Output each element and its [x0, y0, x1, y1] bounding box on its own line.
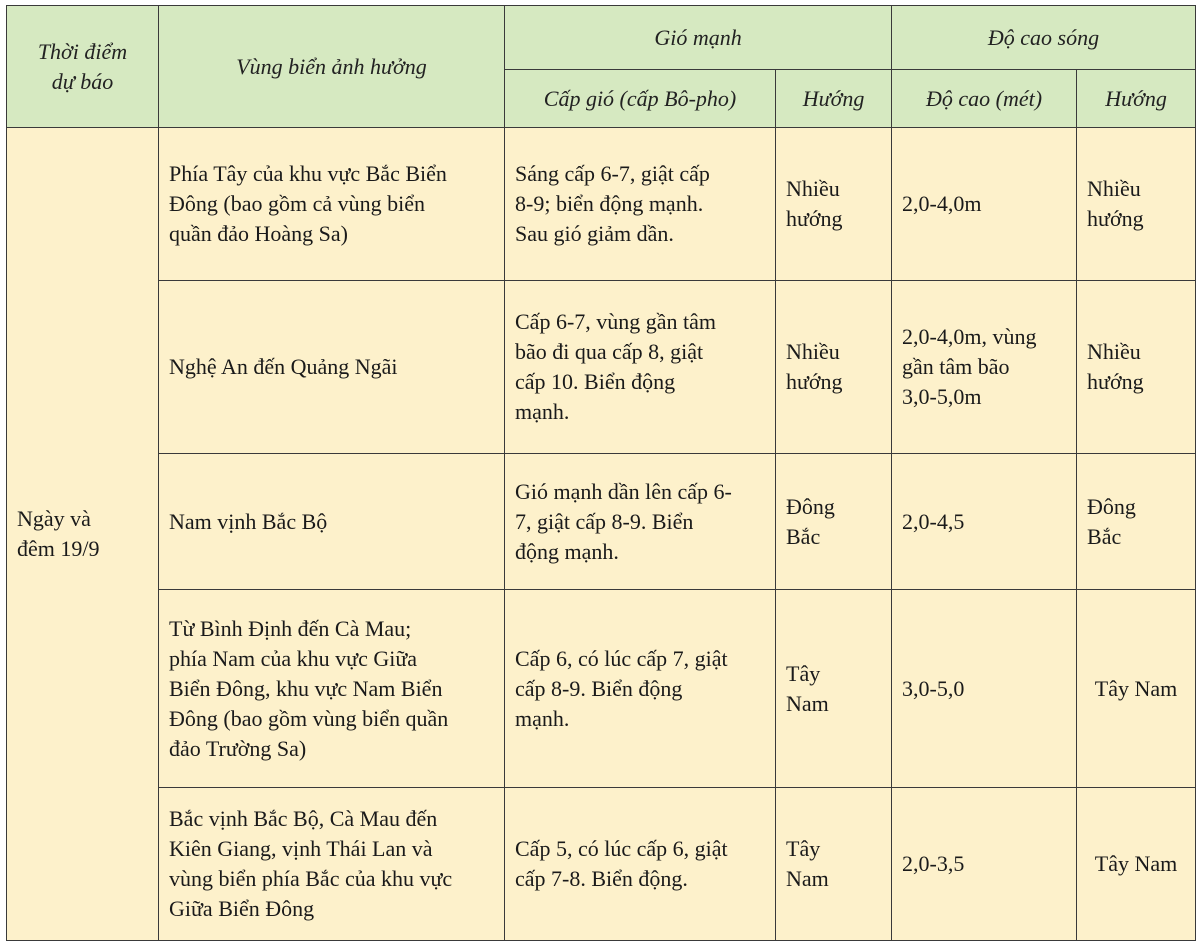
- wind-level-cell: Cấp 6, có lúc cấp 7, giật cấp 8-9. Biển động mạnh.: [505, 590, 776, 788]
- table-row: [7, 788, 1196, 941]
- wave-direction-cell: Nhiều hướng: [1077, 281, 1196, 454]
- wind-level-cell: Sáng cấp 6-7, giật cấp 8-9; biển động mạnh. Sau gió giảm dần.: [505, 128, 776, 281]
- header-wind-direction: Hướng: [776, 70, 892, 128]
- header-wave-direction: Hướng: [1077, 70, 1196, 128]
- wind-direction-cell: Tây Nam: [776, 590, 892, 788]
- wave-direction-cell: Đông Bắc: [1077, 454, 1196, 590]
- wind-direction-cell: Nhiều hướng: [776, 281, 892, 454]
- header-row: [7, 6, 1196, 70]
- forecast-table: [6, 5, 1196, 941]
- header-wave-height-meters: Độ cao (mét): [892, 70, 1077, 128]
- wave-height-cell: 2,0-4,5: [892, 454, 1077, 590]
- wave-height-cell: 2,0-4,0m: [892, 128, 1077, 281]
- forecast-time-cell: Ngày và đêm 19/9: [7, 128, 159, 941]
- table-row: [7, 590, 1196, 788]
- wind-level-cell: Cấp 6-7, vùng gần tâm bão đi qua cấp 8, giật cấp 10. Biển động mạnh.: [505, 281, 776, 454]
- wave-direction-cell: Tây Nam: [1077, 788, 1196, 941]
- wave-direction-cell: Tây Nam: [1077, 590, 1196, 788]
- header-affected-region: Vùng biển ảnh hưởng: [159, 6, 505, 128]
- wave-height-cell: 2,0-3,5: [892, 788, 1077, 941]
- region-cell: Nghệ An đến Quảng Ngãi: [159, 281, 505, 454]
- region-cell: Nam vịnh Bắc Bộ: [159, 454, 505, 590]
- wind-level-cell: Gió mạnh dần lên cấp 6- 7, giật cấp 8-9. Biển động mạnh.: [505, 454, 776, 590]
- wind-direction-cell: Tây Nam: [776, 788, 892, 941]
- header-wind-level: Cấp gió (cấp Bô-pho): [505, 70, 776, 128]
- header-strong-wind: Gió mạnh: [505, 6, 892, 70]
- header-forecast-time: Thời điểm dự báo: [7, 6, 159, 128]
- wind-level-cell: Cấp 5, có lúc cấp 6, giật cấp 7-8. Biển động.: [505, 788, 776, 941]
- wind-direction-cell: Đông Bắc: [776, 454, 892, 590]
- table-row: [7, 454, 1196, 590]
- region-cell: Phía Tây của khu vực Bắc Biển Đông (bao gồm cả vùng biển quần đảo Hoàng Sa): [159, 128, 505, 281]
- table-row: [7, 128, 1196, 281]
- wave-direction-cell: Nhiều hướng: [1077, 128, 1196, 281]
- wave-height-cell: 2,0-4,0m, vùng gần tâm bão 3,0-5,0m: [892, 281, 1077, 454]
- header-wave-height: Độ cao sóng: [892, 6, 1196, 70]
- table-row: [7, 281, 1196, 454]
- wave-height-cell: 3,0-5,0: [892, 590, 1077, 788]
- region-cell: Từ Bình Định đến Cà Mau; phía Nam của khu vực Giữa Biển Đông, khu vực Nam Biển Đông (bao gồm vùng biển quần đảo Trường Sa): [159, 590, 505, 788]
- wind-direction-cell: Nhiều hướng: [776, 128, 892, 281]
- region-cell: Bắc vịnh Bắc Bộ, Cà Mau đến Kiên Giang, vịnh Thái Lan và vùng biển phía Bắc của khu vực Giữa Biển Đông: [159, 788, 505, 941]
